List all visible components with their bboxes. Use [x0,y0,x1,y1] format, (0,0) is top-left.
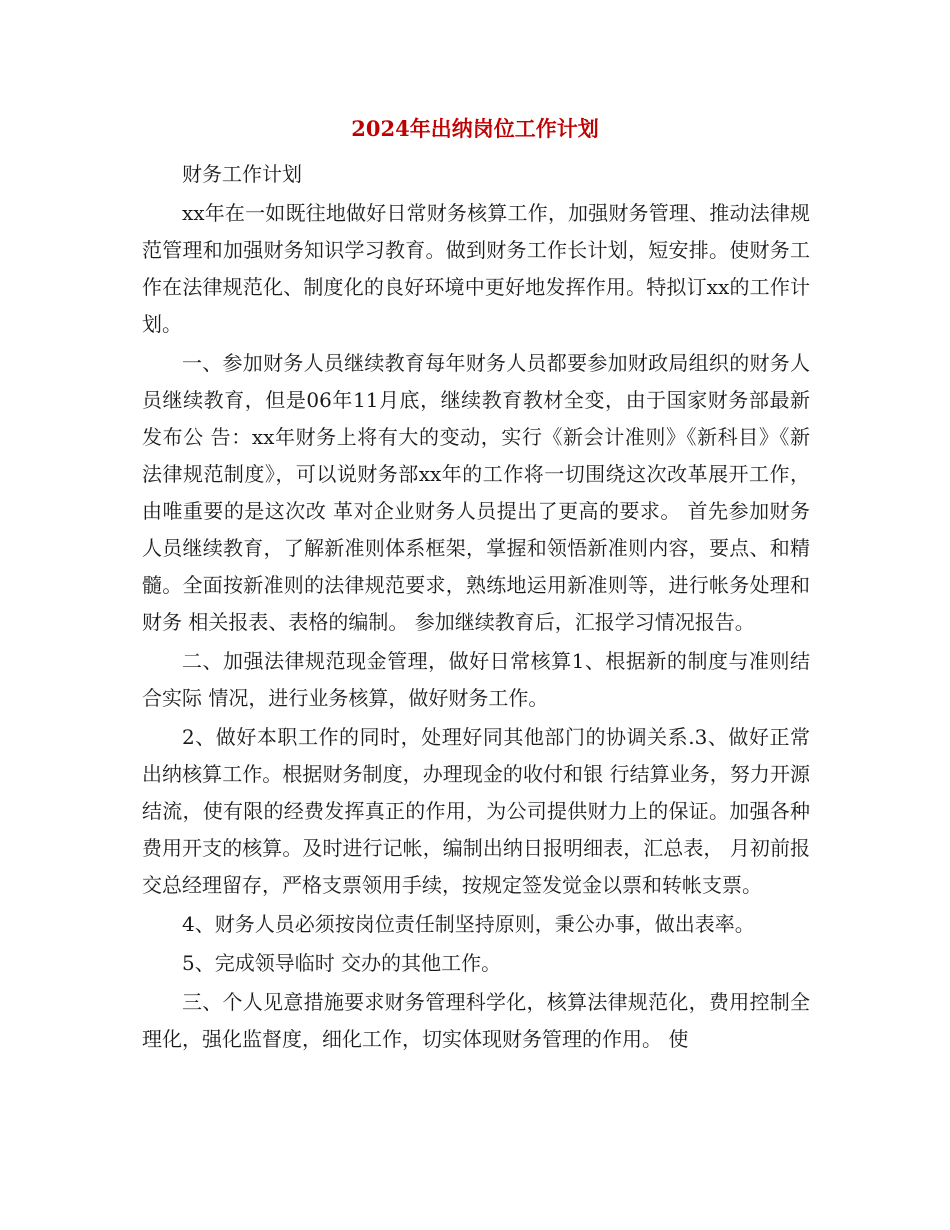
paragraph: 5、完成领导临时 交办的其他工作。 [182,951,502,975]
document-body [142,156,810,1060]
paragraph: 二、加强法律规范现金管理，做好日常核算1、根据新的制度与准则结合实际 情况，进行业务核算，做好财务工作。 [142,649,810,710]
paragraph: xx年在一如既往地做好日常财务核算工作，加强财务管理、推动法律规范管理和加强财务知识学习教育。做到财务工作长计划，短安排。使财务工作在法律规范化、制度化的良好环境中更好地发挥作用。特拟订xx的工作计划。 [142,201,810,336]
paragraph: 财务工作计划 [182,162,302,186]
paragraph: 三、个人见意措施要求财务管理科学化，核算法律规范化，费用控制全理化，强化监督度，细化工作，切实体现财务管理的作用。 使 [142,990,810,1051]
paragraph: 2、做好本职工作的同时，处理好同其他部门的协调关系.3、做好正常出纳核算工作。根据财务制度，办理现金的收付和银 行结算业务，努力开源结流，使有限的经费发挥真正的作用，为公司提供财力上的保证。加强各种费用开支的核算。及时进行记帐，编制出纳日报明细表，汇总表， 月初前报交总经理留存，严格支票领用手续，按规定签发觉金以票和转帐支票。 [142,725,810,897]
paragraph: 4、财务人员必须按岗位责任制坚持原则，秉公办事，做出表率。 [182,912,755,936]
paragraph: 一、参加财务人员继续教育每年财务人员都要参加财政局组织的财务人员继续教育，但是06年11月底，继续教育教材全变，由于国家财务部最新发布公 告：xx年财务上将有大的变动，实行《新会计准则》《新科目》《新法律规范制度》，可以说财务部xx年的工作将一切围绕这次改革展开工作，由唯重要的是这次改 革对企业财务人员提出了更高的要求。 首先参加财务人员继续教育，了解新准则体系框架，掌握和领悟新准则内容，要点、和精髓。全面按新准则的法律规范要求，熟练地运用新准则等，进行帐务处理和财务 相关报表、表格的编制。 参加继续教育后，汇报学习情况报告。 [142,351,810,634]
document-title: 2024年出纳岗位工作计划 [351,116,599,141]
